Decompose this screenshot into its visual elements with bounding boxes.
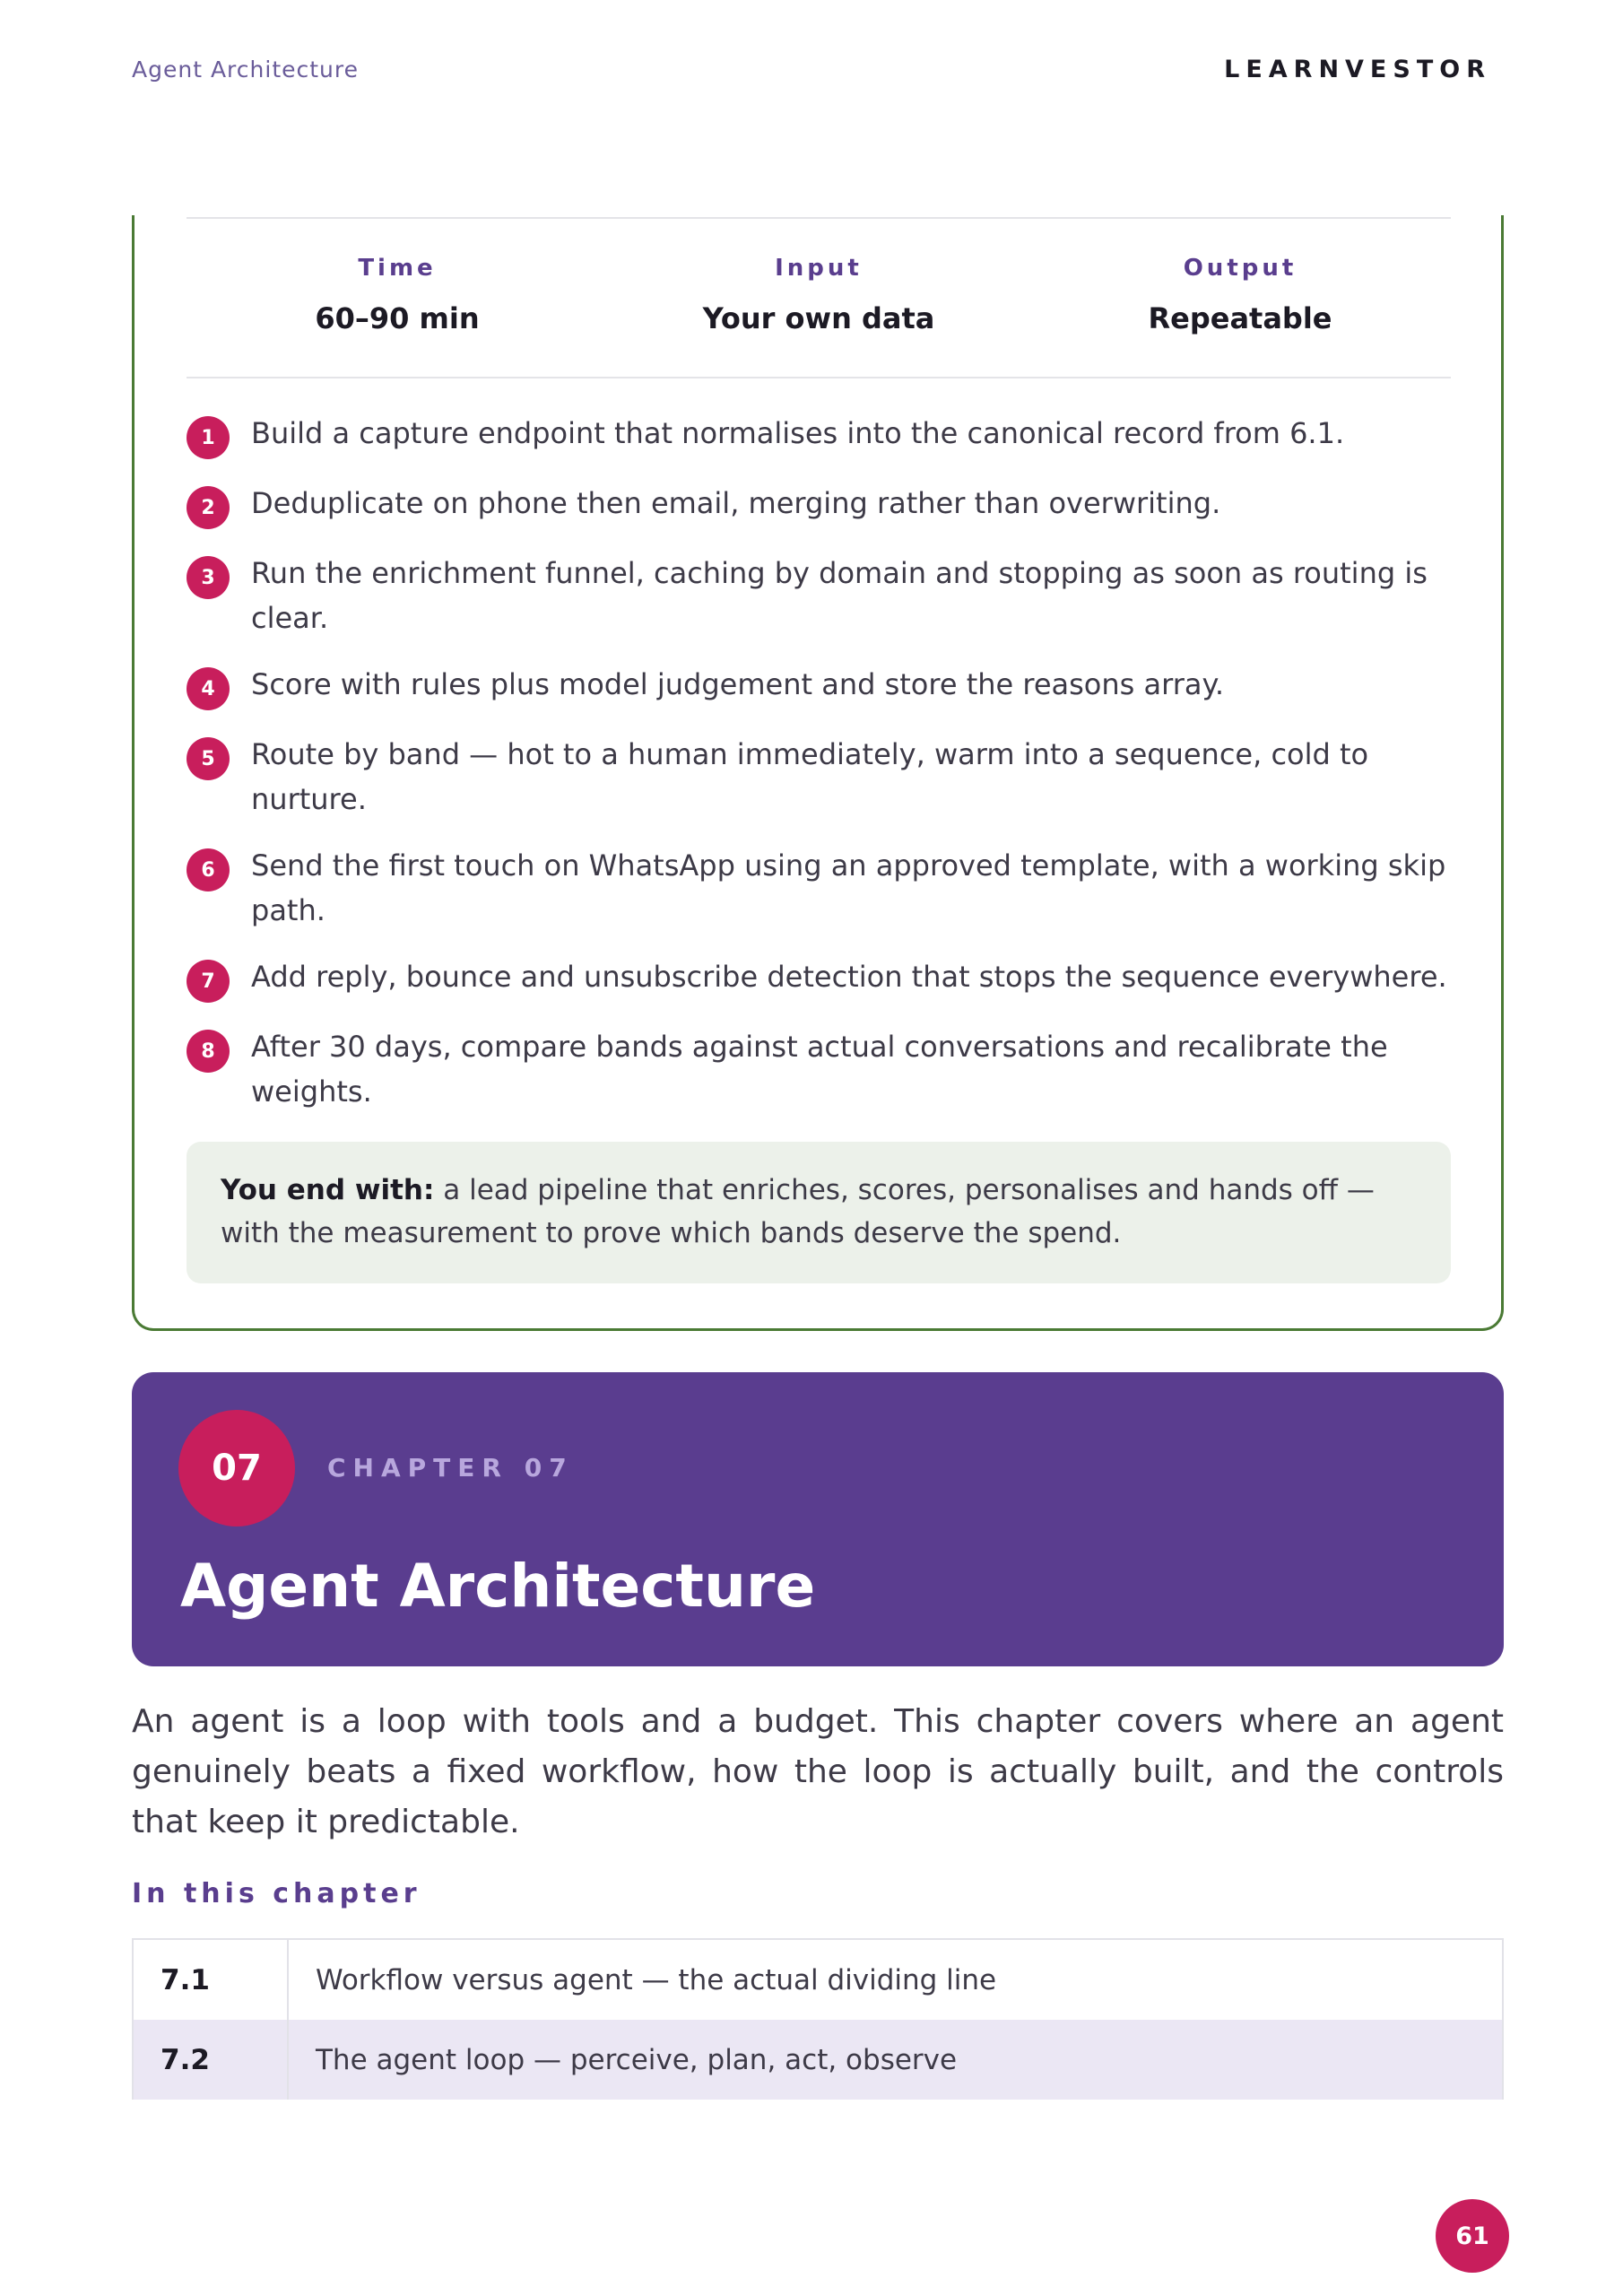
step-number-badge: 4 xyxy=(187,667,230,710)
exercise-result-callout xyxy=(187,1142,1451,1283)
exercise-steps xyxy=(187,411,1460,1135)
brand-wordmark: LEARNVESTOR xyxy=(1224,56,1491,83)
chapter-kicker: CHAPTER 07 xyxy=(327,1453,574,1483)
chapter-intro: An agent is a loop with tools and a budget. This chapter covers where an agent genuinely beats a fixed workflow, how the loop is actually built, and the controls that keep it predictable. xyxy=(132,1703,1504,1840)
step-text: Send the first touch on WhatsApp using an approved template, with a working skip path. xyxy=(251,848,1446,927)
meta-time xyxy=(187,219,608,377)
running-head-section-title: Agent Architecture xyxy=(132,57,359,83)
toc-row xyxy=(134,2020,1502,2100)
step-item xyxy=(187,481,1460,529)
step-text: Score with rules plus model judgement and store the reasons array. xyxy=(251,667,1225,701)
step-item xyxy=(187,843,1460,933)
chapter-banner xyxy=(132,1372,1504,1666)
page-number-badge: 61 xyxy=(1436,2199,1509,2273)
meta-input-label: Input xyxy=(775,255,863,282)
chapter-title: Agent Architecture xyxy=(180,1552,816,1621)
meta-output xyxy=(1029,219,1451,377)
step-item xyxy=(187,411,1460,459)
chapter-toc xyxy=(132,1938,1504,2100)
step-item xyxy=(187,662,1460,710)
chapter-number-badge: 07 xyxy=(178,1410,295,1526)
step-number-badge: 7 xyxy=(187,960,230,1003)
meta-input xyxy=(608,219,1029,377)
step-item xyxy=(187,1024,1460,1114)
toc-section-number: 7.1 xyxy=(134,1940,289,2020)
meta-time-label: Time xyxy=(358,255,437,282)
step-item xyxy=(187,732,1460,822)
result-lead: You end with: xyxy=(221,1174,435,1206)
step-item xyxy=(187,954,1460,1003)
toc-heading: In this chapter xyxy=(132,1878,421,1909)
step-text: After 30 days, compare bands against actual conversations and recalibrate the weights. xyxy=(251,1030,1388,1109)
step-number-badge: 5 xyxy=(187,737,230,780)
step-text: Route by band — hot to a human immediately, warm into a sequence, cold to nurture. xyxy=(251,737,1369,816)
step-text: Add reply, bounce and unsubscribe detection that stops the sequence everywhere. xyxy=(251,960,1447,994)
step-number-badge: 1 xyxy=(187,416,230,459)
step-number-badge: 3 xyxy=(187,556,230,599)
step-number-badge: 8 xyxy=(187,1030,230,1073)
toc-section-number: 7.2 xyxy=(134,2020,289,2100)
meta-output-value: Repeatable xyxy=(1148,301,1332,335)
toc-section-title: Workflow versus agent — the actual dividing line xyxy=(316,1963,997,1996)
step-number-badge: 6 xyxy=(187,848,230,891)
result-text: a lead pipeline that enriches, scores, personalises and hands off — with the measurement to prove which bands deserve the spend. xyxy=(221,1174,1375,1249)
toc-section-title: The agent loop — perceive, plan, act, observe xyxy=(316,2043,958,2076)
step-text: Deduplicate on phone then email, merging rather than overwriting. xyxy=(251,486,1221,520)
meta-time-value: 60–90 min xyxy=(315,301,480,335)
meta-input-value: Your own data xyxy=(702,301,935,335)
meta-output-label: Output xyxy=(1183,255,1298,282)
running-head xyxy=(132,56,1491,83)
toc-row xyxy=(134,1940,1502,2020)
step-item xyxy=(187,551,1460,640)
step-text: Run the enrichment funnel, caching by domain and stopping as soon as routing is clear. xyxy=(251,556,1428,635)
step-text: Build a capture endpoint that normalises into the canonical record from 6.1. xyxy=(251,416,1345,450)
step-number-badge: 2 xyxy=(187,486,230,529)
exercise-meta xyxy=(187,217,1451,378)
